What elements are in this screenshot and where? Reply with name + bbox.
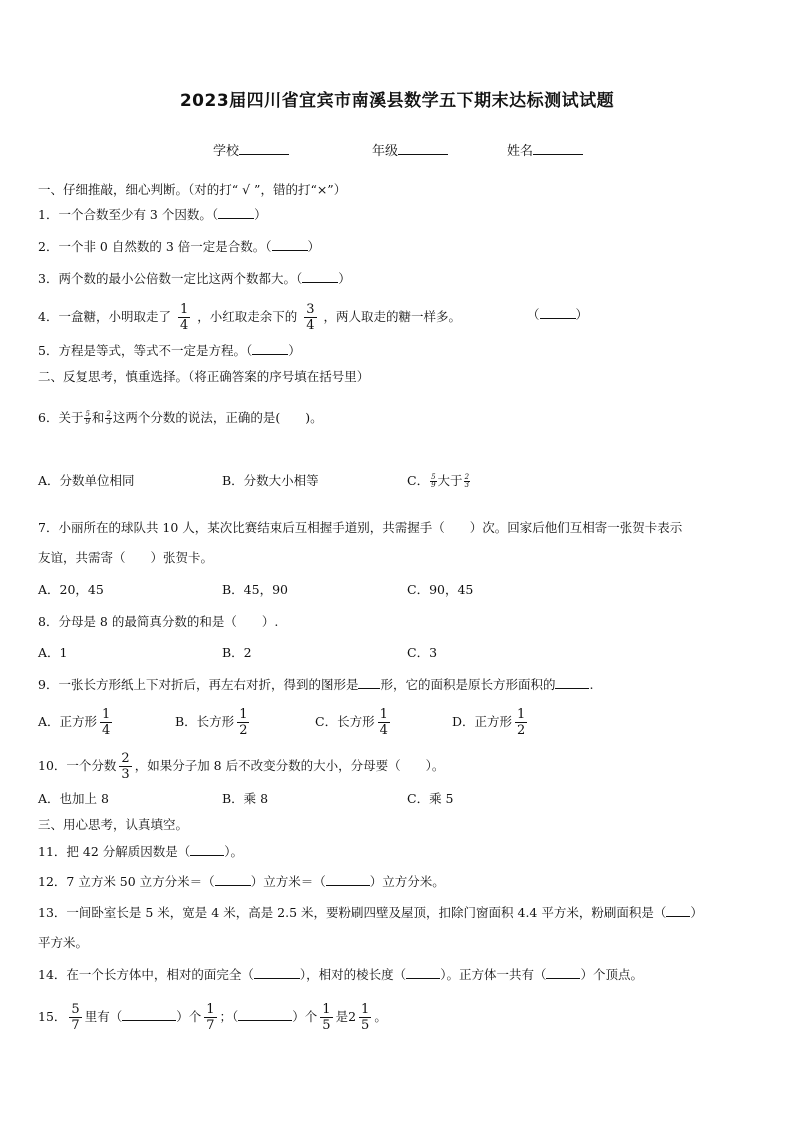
- fraction-1-5: $\frac{1}{5}$: [361, 1002, 370, 1033]
- question-3: 3．两个数的最小公倍数一定比这两个数都大。（ ）: [38, 271, 351, 286]
- fraction-2-3: $\frac{2}{3}$: [121, 751, 130, 782]
- q8-option-b: B．2: [222, 645, 252, 660]
- question-4-answer: （ ）: [527, 307, 589, 322]
- school-field: 学校: [213, 140, 289, 159]
- fraction-1-7: $\frac{1}{7}$: [206, 1002, 215, 1033]
- name-field: 姓名: [507, 140, 583, 159]
- q7-option-c: C．90，45: [407, 582, 474, 597]
- question-13-line-1: 13．一间卧室长是 5 米，宽是 4 米，高是 2.5 米，要粉刷四壁及屋顶，扣除门窗面积 4.4 平方米，粉刷面积是（ ）: [38, 905, 703, 920]
- q10-option-b: B．乘 8: [222, 791, 269, 806]
- q6-option-a: A．分数单位相同: [38, 473, 135, 488]
- fraction-1-4: $\frac{1}{4}$: [179, 302, 189, 333]
- q8-option-a: A．1: [38, 645, 68, 660]
- fraction-2-3: $\frac{2}{3}$: [464, 473, 470, 489]
- q7-option-a: A．20，45: [38, 582, 104, 597]
- question-9: 9．一张长方形纸上下对折后，再左右对折，得到的图形是 形，它的面积是原长方形面积的 .: [38, 677, 594, 692]
- q9-option-d: D．正方形 $\frac{1}{2}$: [452, 707, 526, 738]
- mixed-number-whole: 2: [348, 1009, 357, 1024]
- q9-option-a: A．正方形 $\frac{1}{4}$: [38, 707, 111, 738]
- question-11: 11．把 42 分解质因数是（ ）。: [38, 844, 244, 859]
- question-10: 10．一个分数 $\frac{2}{3}$ ，如果分子加 8 后不改变分数的大小，分母要（ ）。: [38, 751, 445, 782]
- question-4: 4．一盒糖，小明取走了 $\frac{1}{4}$ ，小红取走余下的 $\frac{3}{4}$ ，两人取走的糖一样多。: [38, 302, 461, 333]
- question-6: 6．关于 $\frac{5}{9}$ 和 $\frac{2}{3}$ 这两个分数的说法，正确的是( )。: [38, 410, 323, 426]
- question-8: 8．分母是 8 的最简真分数的和是（ ）.: [38, 614, 279, 629]
- question-14: 14．在一个长方体中，相对的面完全（ ），相对的棱长度（ ）。正方体一共有（ ）个顶点。: [38, 967, 643, 982]
- fraction-5-7: $\frac{5}{7}$: [71, 1002, 80, 1033]
- fraction-5-9: $\frac{5}{9}$: [85, 410, 90, 426]
- q6-option-c: C． $\frac{5}{9}$ 大于 $\frac{2}{3}$: [407, 473, 470, 489]
- question-15: 15． $\frac{5}{7}$ 里有（ ）个 $\frac{1}{7}$ ；（ ）个 $\frac{1}{5}$ 是2 $\frac{1}{5}$ 。: [38, 1002, 387, 1033]
- question-7-line-1: 7．小丽所在的球队共 10 人，某次比赛结束后互相握手道别，共需握手（ ）次。回家后他们互相寄一张贺卡表示: [38, 520, 683, 535]
- question-13-line-2: 平方米。: [38, 935, 89, 950]
- section-3-heading: 三、用心思考，认真填空。: [38, 817, 189, 832]
- q10-option-a: A．也加上 8: [38, 791, 109, 806]
- q7-option-b: B．45，90: [222, 582, 288, 597]
- page-title: 2023届四川省宜宾市南溪县数学五下期末达标测试试题: [179, 91, 615, 111]
- question-2: 2．一个非 0 自然数的 3 倍一定是合数。（ ）: [38, 239, 321, 254]
- question-7-line-2: 友谊，共需寄（ ）张贺卡。: [38, 550, 214, 565]
- grade-field: 年级: [372, 140, 448, 159]
- q10-option-c: C．乘 5: [407, 791, 454, 806]
- fraction-3-4: $\frac{3}{4}$: [306, 302, 315, 333]
- q9-option-c: C．长方形 $\frac{1}{4}$: [315, 707, 388, 738]
- q9-option-b: B．长方形 $\frac{1}{2}$: [175, 707, 248, 738]
- fraction-1-5: $\frac{1}{5}$: [322, 1002, 331, 1033]
- q6-option-b: B．分数大小相等: [222, 473, 319, 488]
- question-12: 12．7 立方米 50 立方分米＝（ ）立方米＝（ ）立方分米。: [38, 874, 445, 889]
- section-1-heading: 一、仔细推敲，细心判断。（对的打“ √ ”，错的打“×”）: [38, 182, 347, 197]
- question-1: 1．一个合数至少有 3 个因数。（ ）: [38, 207, 267, 222]
- section-2-heading: 二、反复思考，慎重选择。（将正确答案的序号填在括号里）: [38, 369, 370, 384]
- fraction-5-9: $\frac{5}{9}$: [431, 473, 436, 489]
- fraction-2-3: $\frac{2}{3}$: [106, 410, 111, 426]
- q8-option-c: C．3: [407, 645, 438, 660]
- question-5: 5．方程是等式，等式不一定是方程。（ ）: [38, 343, 301, 358]
